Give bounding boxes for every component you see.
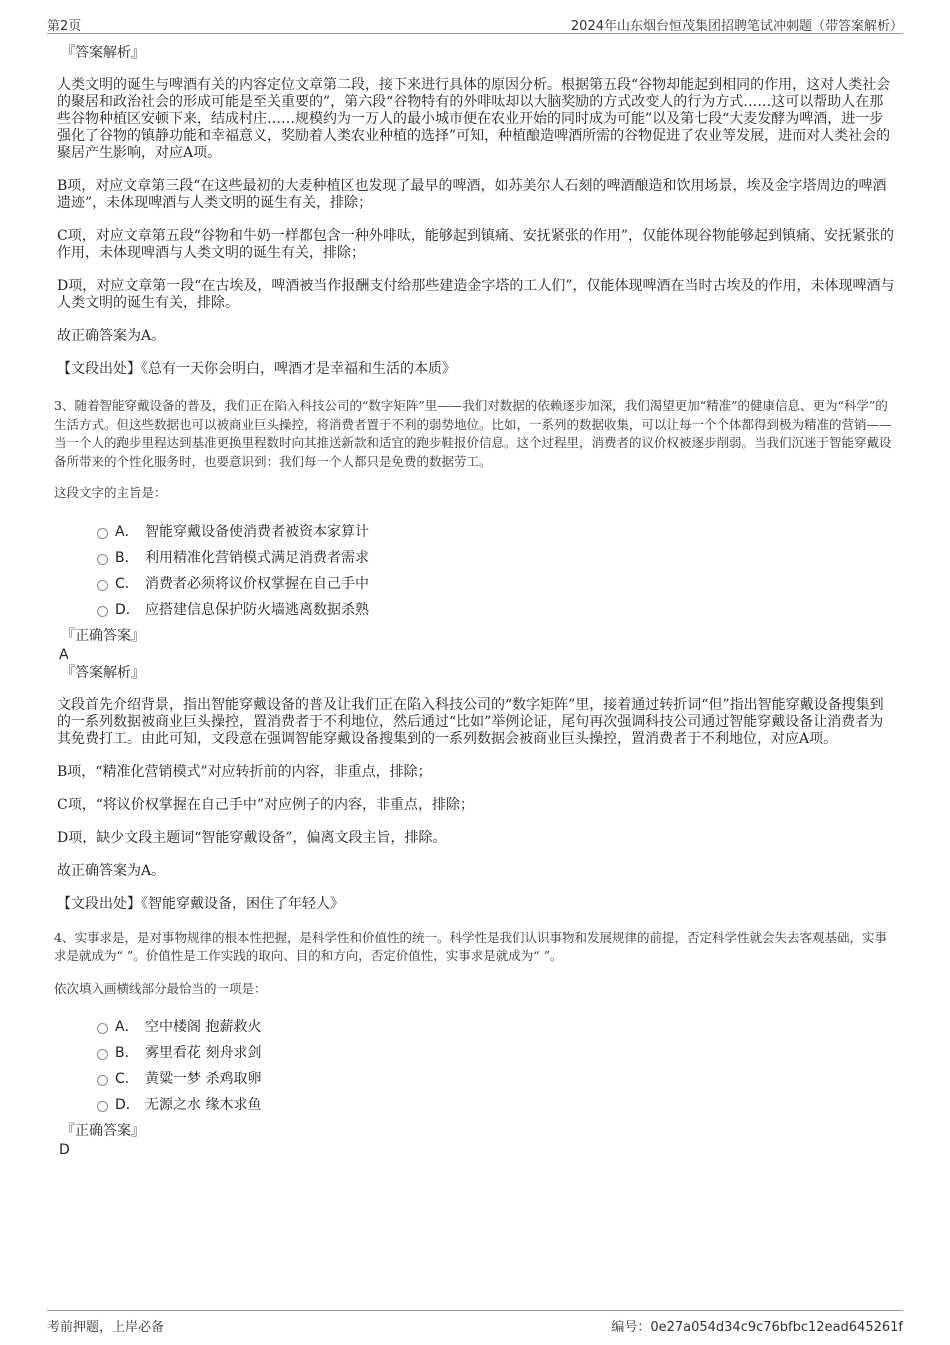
- page-header: [47, 13, 903, 34]
- q3-prompt: 这段文字的主旨是：: [54, 485, 167, 500]
- q4-option-a[interactable]: A． 空中楼阁 抱薪救火: [57, 1014, 897, 1040]
- document-serial: 编号：0e27a054d34c9c76bfbc12ead645261f: [611, 1320, 903, 1335]
- radio-icon[interactable]: [97, 606, 108, 617]
- q4-stem: 4、实事求是，是对事物规律的根本性把握，是科学性和价值性的统一。科学性是我们认识事物和发展规律的前提，否定科学性就会失去客观基础，实事求是就成为“ ”。价值性是工作实践的取向、目的和方向，否定价值性，实事求是就成为“ ”。: [54, 929, 887, 963]
- q3-analysis-label: 『答案解析』: [61, 664, 145, 681]
- q4-option-b[interactable]: B． 雾里看花 刻舟求剑: [57, 1040, 897, 1066]
- radio-icon[interactable]: [97, 528, 108, 539]
- q2-analysis-option-b: B项，对应文章第三段“在这些最初的大麦种植区也发现了最早的啤酒，如苏美尔人石刻的啤酒酿造和饮用场景，埃及金字塔周边的啤酒遗迹”，未体现啤酒与人类文明的诞生有关，排除；: [57, 178, 887, 211]
- q3-analysis-option-d: D项，缺少文段主题词“智能穿戴设备”，偏离文段主旨，排除。: [57, 829, 447, 846]
- q3-option-c[interactable]: C． 消费者必须将议价权掌握在自己手中: [57, 571, 897, 597]
- q3-source: 【文段出处】《智能穿戴设备，困住了年轻人》: [57, 895, 344, 912]
- q3-analysis-option-b: B项，“精准化营销模式”对应转折前的内容，非重点，排除；: [57, 763, 432, 780]
- radio-icon[interactable]: [97, 1075, 108, 1086]
- q2-analysis-option-d: D项，对应文章第一段“在古埃及，啤酒被当作报酬支付给那些建造金字塔的工人们”，仅能体现啤酒在当时古埃及的作用，未体现啤酒与人类文明的诞生有关，排除。: [57, 278, 895, 311]
- q2-analysis-label: 『答案解析』: [61, 45, 145, 61]
- q2-conclusion: 故正确答案为A。: [57, 328, 166, 344]
- page-footer: [47, 1310, 903, 1335]
- q4-prompt: 依次填入画横线部分最恰当的一项是：: [54, 980, 267, 996]
- q3-option-a[interactable]: A． 智能穿戴设备使消费者被资本家算计: [57, 519, 897, 545]
- q3-options: [57, 519, 897, 623]
- radio-icon[interactable]: [97, 554, 108, 565]
- q4-options: [57, 1014, 897, 1118]
- page-content: [54, 44, 897, 1159]
- q4-option-c[interactable]: C． 黄粱一梦 杀鸡取卵: [57, 1066, 897, 1092]
- q3-correct-label: 『正确答案』: [61, 627, 145, 644]
- q3-correct-answer: A: [59, 646, 69, 663]
- q2-analysis-paragraph: 人类文明的诞生与啤酒有关的内容定位文章第二段，接下来进行具体的原因分析。根据第五段“谷物却能起到相同的作用，这对人类社会的聚居和政治社会的形成可能是至关重要的”，第六段“谷物特有的外啡呔却以大脑奖励的方式改变人的行为方式……这可以帮助人在那些谷物种植区安顿下来，结成村庄……规模约为一万人的最小城市便在农业开始的同时成为可能”以及第七段“大麦发酵为啤酒，进一步强化了谷物的镇静功能和幸福意义，奖励着人类农业种植的选择”可知，种植酿造啤酒所需的谷物促进了农业等发展，进而对人类社会的聚居产生影响，对应A项。: [57, 77, 891, 161]
- q3-stem: 3、随着智能穿戴设备的普及，我们正在陷入科技公司的“数字矩阵”里——我们对数据的依赖逐步加深，我们渴望更加“精准”的健康信息、更为“科学”的生活方式。但这些数据也可以被商业巨头操控，将消费者置于不利的弱势地位。比如，一系列的数据收集，可以让每一个个体都得到极为精准的营销——当一个人的跑步里程达到基准更换里程数时向其推送新款和适宜的跑步鞋报价信息。这个过程里，消费者的议价权被逐步削弱。当我们沉迷于智能穿戴设备所带来的个性化服务时，也要意识到：我们每一个人都只是免费的数据劳工。: [54, 398, 892, 469]
- q4-correct-answer: D: [59, 1142, 70, 1158]
- q3-conclusion: 故正确答案为A。: [57, 862, 166, 879]
- q3-option-d[interactable]: D． 应搭建信息保护防火墙逃离数据杀熟: [57, 597, 897, 623]
- q4-option-d[interactable]: D． 无源之水 缘木求鱼: [57, 1092, 897, 1118]
- q3-analysis-option-c: C项，“将议价权掌握在自己手中”对应例子的内容，非重点，排除；: [57, 796, 475, 813]
- page-number: 第2页: [47, 19, 82, 34]
- radio-icon[interactable]: [97, 1023, 108, 1034]
- q2-source: 【文段出处】《总有一天你会明白，啤酒才是幸福和生活的本质》: [57, 361, 456, 377]
- document-title: 2024年山东烟台恒茂集团招聘笔试冲刺题（带答案解析）: [570, 19, 903, 34]
- q4-correct-label: 『正确答案』: [61, 1123, 145, 1139]
- q3-option-b[interactable]: B． 利用精准化营销模式满足消费者需求: [57, 545, 897, 571]
- q2-analysis-option-c: C项，对应文章第五段“谷物和牛奶一样都包含一种外啡呔，能够起到镇痛、安抚紧张的作用”，仅能体现谷物能够起到镇痛、安抚紧张的作用，未体现啤酒与人类文明的诞生有关，排除；: [57, 228, 895, 261]
- q3-analysis-paragraph: 文段首先介绍背景，指出智能穿戴设备的普及让我们正在陷入科技公司的“数字矩阵”里，接着通过转折词“但”指出智能穿戴设备搜集到的一系列数据被商业巨头操控，置消费者于不利地位，然后通过“比如”举例论证，尾句再次强调科技公司通过智能穿戴设备让消费者为其免费打工。由此可知，文段意在强调智能穿戴设备搜集到的一系列数据会被商业巨头操控，置消费者于不利地位，对应A项。: [57, 696, 884, 747]
- radio-icon[interactable]: [97, 580, 108, 591]
- footer-slogan: 考前押题，上岸必备: [47, 1320, 165, 1335]
- radio-icon[interactable]: [97, 1049, 108, 1060]
- radio-icon[interactable]: [97, 1101, 108, 1112]
